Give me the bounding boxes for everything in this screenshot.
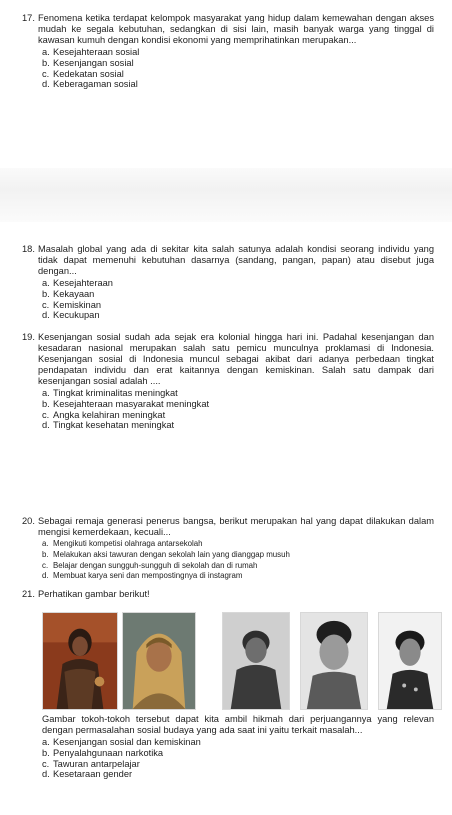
answer-options [22,388,434,431]
option-d[interactable]: d. Kesetaraan gender [42,769,133,780]
question-number: 20. [22,516,35,526]
option-a[interactable]: a. Tingkat kriminalitas meningkat [42,388,178,398]
portrait-image [122,612,196,710]
question-17 [22,13,434,90]
question-text: Masalah global yang ada di sekitar kita salah satunya adalah kondisi seorang individu yang tidak dapat memenuhi kebutuhan dasarnya (sandang, pangan, papan) atau disebut juga dengan... [38,244,434,276]
option-d[interactable]: d. Membuat karya seni dan mempostingnya di instagram [42,571,243,581]
portrait-image [378,612,442,710]
question-number: 21. [22,589,35,599]
question-number: 18. [22,244,35,254]
question-number: 19. [22,332,35,342]
option-a[interactable]: a. Kesejahteraan [42,278,113,288]
question-stem [22,13,434,46]
option-c[interactable]: c. Belajar dengan sungguh-sungguh di sekolah dan di rumah [42,560,258,570]
option-a[interactable]: a. Kesejahteraan sosial [42,47,140,57]
page-divider [0,168,452,222]
option-c[interactable]: c. Kedekatan sosial [42,68,124,79]
option-c[interactable]: c. Angka kelahiran meningkat [42,409,166,420]
option-d[interactable]: d. Keberagaman sosial [42,79,138,90]
question-stem [22,589,434,600]
question-text: Gambar tokoh-tokoh tersebut dapat kita ambil hikmah dari perjuangannya yang relevan dengan permasalahan sosial budaya yang ada saat ini yaitu terkait masalah... [42,714,434,735]
question-18 [22,244,434,321]
answer-options [22,47,434,90]
option-c[interactable]: c. Tawuran antarpelajar [42,758,140,769]
option-b[interactable]: b. Kekayaan [42,288,95,299]
question-text: Fenomena ketika terdapat kelompok masyarakat yang hidup dalam kemewahan dengan akses mudah ke segala kebutuhan, sedangkan di sisi lain, masih banyak warga yang tinggal di kawasan kumuh dengan kondisi ekonomi yang memprihatinkan merupakan... [38,13,434,45]
option-a[interactable]: a. Mengikuti kompetisi olahraga antarsekolah [42,539,203,548]
question-21 [22,589,434,600]
option-b[interactable]: b. Melakukan aksi tawuran dengan sekolah lain yang dianggap musuh [42,549,290,559]
option-b[interactable]: b. Penyalahgunaan narkotika [42,747,164,758]
option-d[interactable]: d. Kecukupan [42,310,100,321]
question-text: Kesenjangan sosial sudah ada sejak era kolonial hingga hari ini. Padahal kesenjangan dan kesadaran nasional merupakan salah satu pemicu munculnya proklamasi di Indonesia. Kesenjangan sosial di Indonesia muncul sebagai akibat dari adanya perbedaan tingkat pendapatan individu dan erat kaitannya dengan kemiskinan. Salah satu dampak dari kesenjangan sosial adalah .... [38,332,434,386]
option-b[interactable]: b. Kesenjangan sosial [42,57,134,68]
option-b[interactable]: b. Kesejahteraan masyarakat meningkat [42,398,210,409]
answer-options [22,539,434,582]
hero-portraits [0,612,452,710]
question-stem [22,332,434,387]
question-text: Perhatikan gambar berikut! [38,589,150,599]
portrait-image [300,612,368,710]
portrait-image [222,612,290,710]
question-stem [22,244,434,277]
option-d[interactable]: d. Tingkat kesehatan meningkat [42,420,175,431]
option-a[interactable]: a. Kesenjangan sosial dan kemiskinan [42,737,201,747]
question-text: Sebagai remaja generasi penerus bangsa, berikut merupakan hal yang dapat dilakukan dalam mengisi kemerdekaan, kecuali... [38,516,434,537]
question-19 [22,332,434,431]
question-20 [22,516,434,582]
answer-options [22,278,434,321]
portrait-image [42,612,118,710]
question-number: 17. [22,13,35,23]
answer-options [42,737,434,780]
question-stem [22,516,434,538]
option-c[interactable]: c. Kemiskinan [42,299,102,310]
question-21-body [42,714,434,780]
